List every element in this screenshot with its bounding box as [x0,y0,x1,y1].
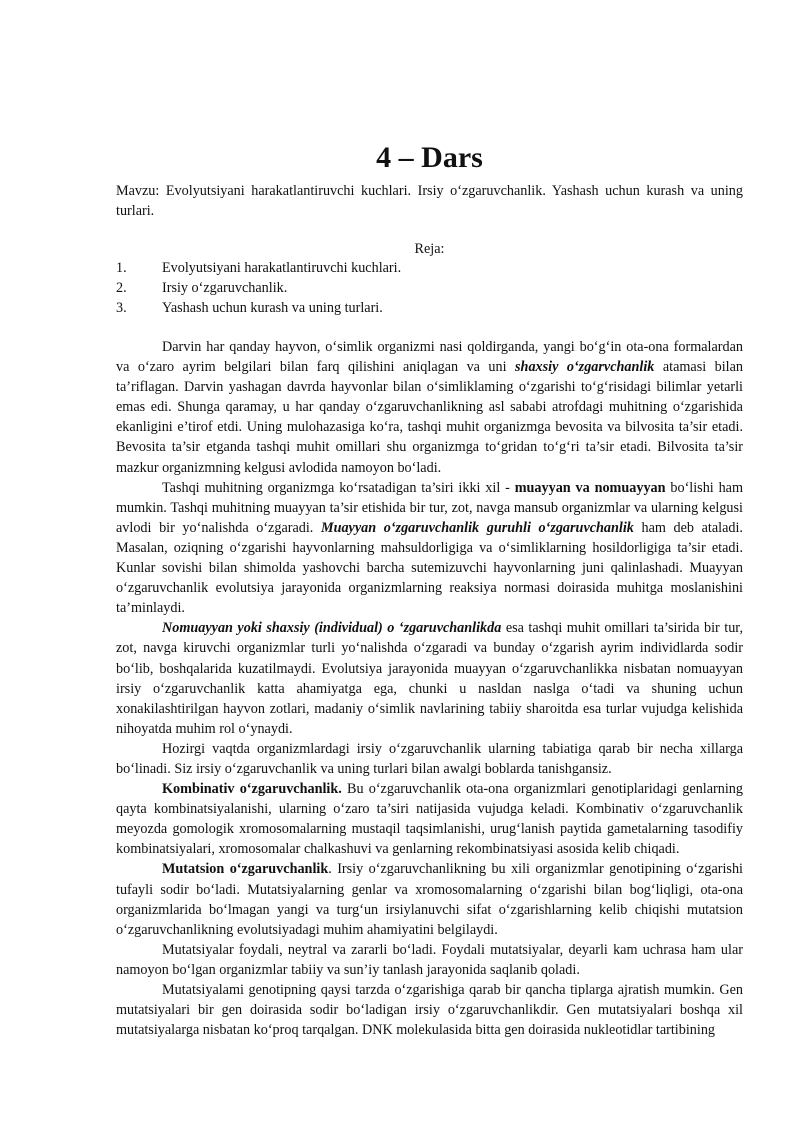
plan-item [116,278,743,298]
plan-item-text: Yashash uchun kurash va uning turlari. [162,300,383,316]
paragraph [116,337,743,478]
paragraph-text: ham deb ataladi. Masalan, oziqning o‘zgarishi hayvonlarning mahsuldorligiga va o‘simliklarning hosildorligiga ta’sir etadi. Kunlar sovishi bilan shimolda yashovchi barcha sutemizuvchi hayvonlarning juni qalinlashadi. Muayyan o‘zgaruvchanlik evolutsiya jarayonida organizmlarning reaksiya normasi doirasida muhitga moslanishini ta’minlaydi. [116,519,743,617]
plan-title: Reja: [414,241,445,257]
term-emphasis: Nomuayyan yoki shaxsiy (individual) o ‘zgaruvchanlikda [162,620,502,637]
paragraph [116,478,743,619]
plan-item-text: Evolyutsiyani harakatlantiruvchi kuchlari. [162,260,402,276]
paragraph [116,618,743,739]
lesson-title: 4 – Dars [376,141,483,174]
plan-list [116,258,743,318]
paragraph-text: Tashqi muhitning organizmga ko‘rsatadigan ta’siri ikki xil - [162,479,515,496]
term-emphasis: shaxsiy o‘zgarvchanlik [515,359,655,376]
paragraph-text: . Irsiy o‘zgaruvchanlikning bu xili organizmlar genotipining o‘zgarishi tufayli sodir bo‘ladi. Mutatsiyalarning genlar va xromosomalarning o‘zgarishi bilan bog‘liqligi, ota-ona organizmlarida bo‘lmagan yangi va turg‘un irsiylanuvchi sifat o‘zgarishlarning kelib chiqishi mutatsion o‘zgaruvchanlikning evolutsiyadagi muhim ahamiyatini belgilaydi. [116,861,743,938]
body-text [116,337,743,1040]
plan-item-text: Irsiy o‘zgaruvchanlik. [162,280,288,296]
paragraph-text: Darvin har qanday hayvon, o‘simlik organizmi nasi qoldirganda, yangi bo‘g‘in ota-ona formalardan va o‘zaro ayrim belgilari bilan farq qilishini aniqlagan va uni [116,339,743,376]
term-bold: Mutatsion o‘zgaruvchanlik [162,861,329,878]
paragraph: Mutatsiyalami genotipning qaysi tarzda o‘zgarishiga qarab bir qancha tiplarga ajratish mumkin. Gen mutatsiyalari bir gen doirasida sodir bo‘ladigan irsiy o‘zgaruvchanlikdir. Gen mutatsiyalari boshqa xil mutatsiyalarga nisbatan ko‘proq tarqalgan. DNK molekulasida bitta gen doirasida nukleotidlar tartibining [116,982,743,1039]
term-bold: muayyan va nomuayyan [514,479,666,496]
paragraph-text: esa tashqi muhit omillari ta’sirida bir tur, zot, navga kiruvchi organizmlar turli yo‘nalishda o‘zgaradi va bunday o‘zgarish ayrim individlarda sodir bo‘lib, boshqalarida kuzatilmaydi. Evolutsiya jarayonida muayyan o‘zgaruvchanlikka nisbatan nomuayyan irsiy o‘zgaruvchanlik katta ahamiyatga ega, chunki u nasldan naslga o‘tadi va shuning uchun xonakilashtirilgan hayvon zotlari, madaniy o‘simlik navlarining tabiiy sharoitda esa turlar vujudga kelishida nihoyatda muhim rol o‘ynaydi. [116,620,743,737]
paragraph [116,779,743,859]
paragraph-text: Bu o‘zgaruvchanlik ota-ona organizmlari genotiplaridagi genlarning qayta kombinatsiyalanishi, ularning o‘zaro ta’siri natijasida vujudga keladi. Kombinativ o‘zgaruvchanlik meyozda gomologik xromosomalarning mustaqil taqsimlanishi, urug‘lanish paytida gametalarning tasodifiy kombinatsiyalari, xromosomalar chalkashuvi va genlarning rekombinatsiyasi asosida kelib chiqadi. [116,781,743,858]
term-emphasis: Muayyan o‘zgaruvchanlik guruhli o‘zgaruvchanlik [320,519,634,536]
plan-item-number: 2. [116,280,127,296]
plan-item [116,258,743,278]
paragraph-text: bo‘lishi ham mumkin. Tashqi muhitning muayyan ta’sir etishida bir tur, zot, navga mansub organizmlar va ularning kelgusi avlodi bir yo‘nalishda o‘zgaradi. [116,479,743,536]
plan-item-number: 1. [116,260,127,276]
paragraph [116,859,743,939]
plan-item [116,298,743,318]
lesson-subject: Mavzu: Evolyutsiyani harakatlantiruvchi kuchlari. Irsiy o‘zgaruvchanlik. Yashash uchun kurash va uning turlari. [116,183,743,219]
plan-item-number: 3. [116,300,127,316]
paragraph-text: atamasi bilan ta’riflagan. Darvin yashagan davrda hayvonlar bilan o‘simliklaming o‘zgarishi to‘g‘risidagi bilimlar yetarli emas edi. Shunga qaramay, u har qanday o‘zgaruvchanlikning asl sababi atrofdagi muhitning o‘zgarishida ekanligini e’tirof etdi. Uning mulohazasiga ko‘ra, tashqi muhit organizmga bevosita va bilvosita ta’sir etadi. Bevosita ta’sir etganda tashqi muhit omillari shu organizmga to‘gridan to‘g‘ri ta’sir etadi. Bilvosita ta’sir mazkur organizmning kelgusi avlodida namoyon bo‘ladi. [116,359,743,476]
paragraph: Hozirgi vaqtda organizmlardagi irsiy o‘zgaruvchanlik ularning tabiatiga qarab bir necha xillarga bo‘linadi. Siz irsiy o‘zgaruvchanlik va uning turlari bilan awalgi boblarda tanishgansiz. [116,740,743,777]
term-bold: Kombinativ o‘zgaruvchanlik. [162,781,342,798]
paragraph: Mutatsiyalar foydali, neytral va zararli bo‘ladi. Foydali mutatsiyalar, deyarli kam uchrasa ham ular namoyon bo‘lgan organizmlar tabiiy va sun’iy tanlash jarayonida saqlanib qoladi. [116,941,743,978]
